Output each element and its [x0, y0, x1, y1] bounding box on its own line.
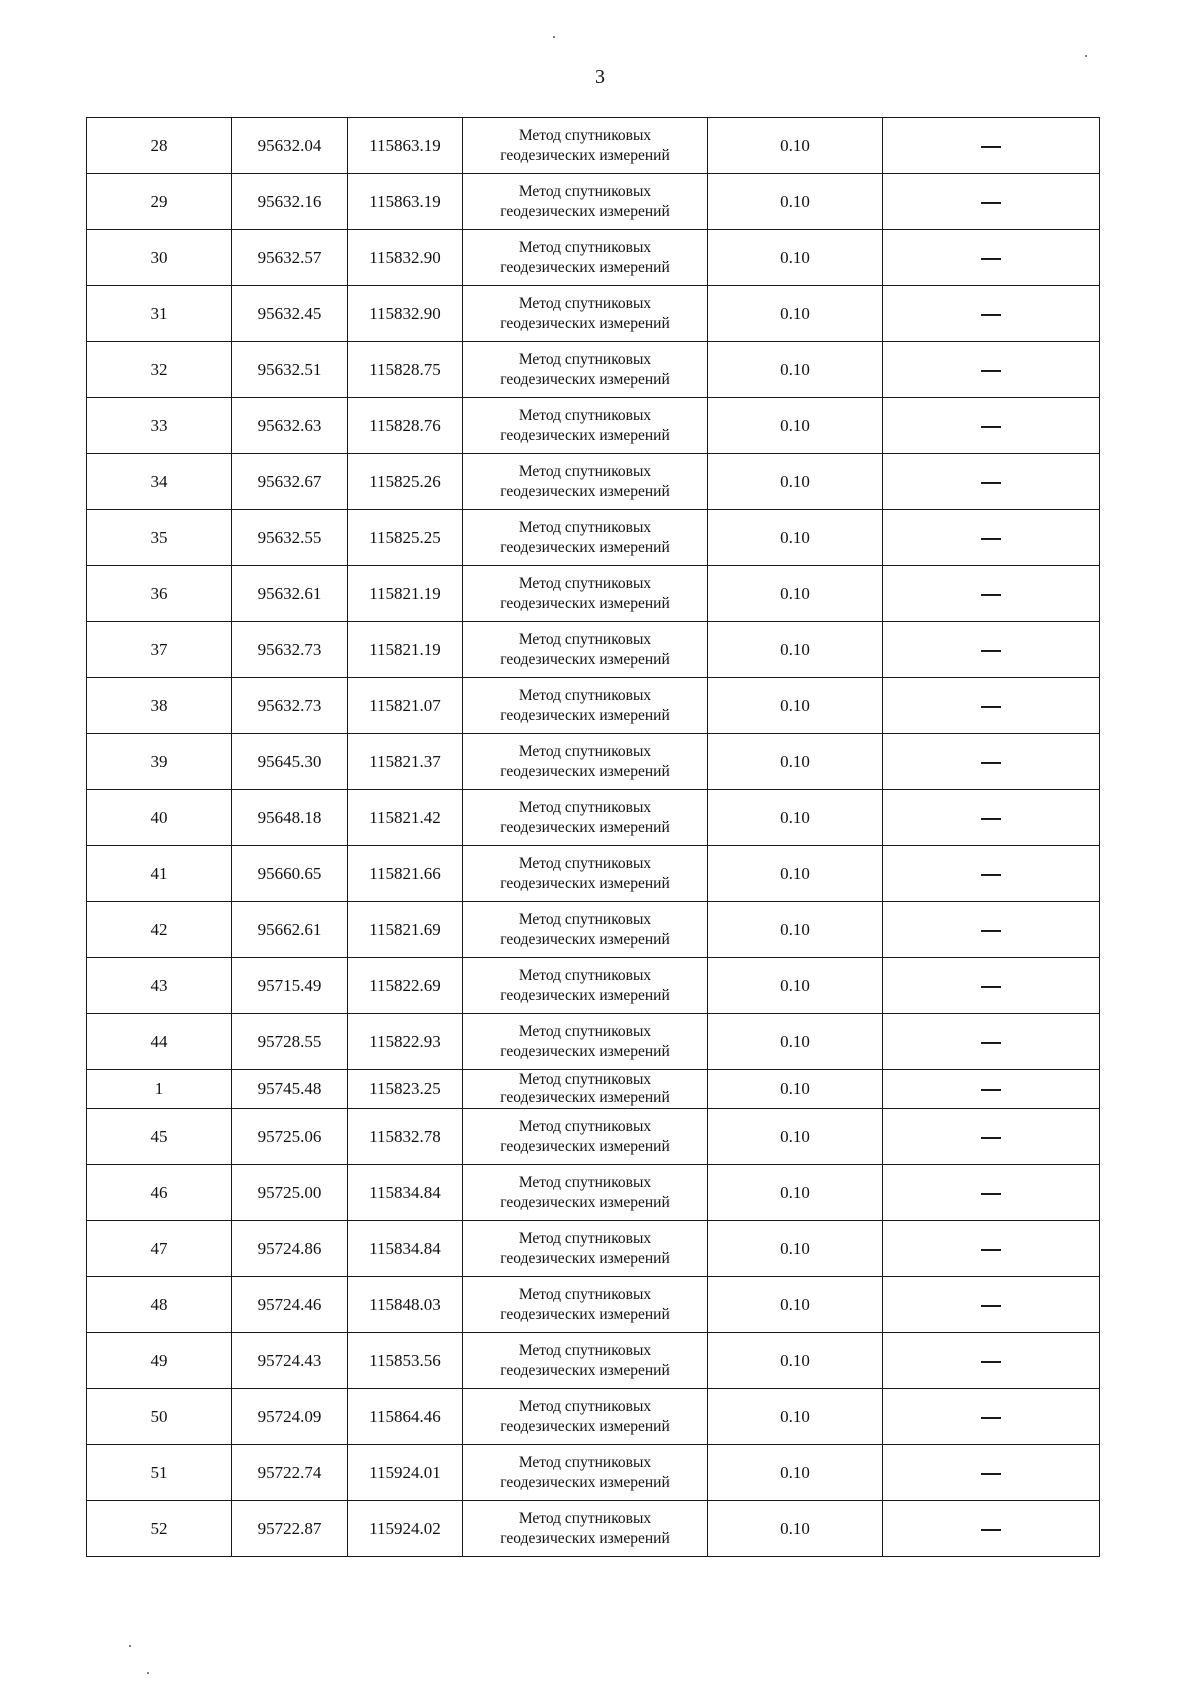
table-row [87, 1070, 1100, 1109]
coordinates-table-body [87, 118, 1100, 1557]
x-coordinate-cell: 95632.51 [232, 342, 348, 398]
method-cell [463, 1389, 708, 1445]
y-coordinate-cell: 115834.84 [348, 1221, 463, 1277]
method-cell [463, 1445, 708, 1501]
scan-speck [1085, 55, 1087, 57]
point-number-cell: 34 [87, 454, 232, 510]
point-number-cell: 1 [87, 1070, 232, 1109]
method-line: геодезических измерений [500, 1193, 670, 1211]
y-coordinate-cell: 115924.01 [348, 1445, 463, 1501]
method-line: геодезических измерений [500, 1089, 670, 1106]
point-number-cell: 43 [87, 958, 232, 1014]
accuracy-cell: 0.10 [708, 1014, 883, 1070]
note-dash [981, 1137, 1001, 1139]
x-coordinate-cell: 95632.04 [232, 118, 348, 174]
method-line: Метод спутниковых [518, 518, 652, 536]
point-number-cell: 30 [87, 230, 232, 286]
accuracy-cell: 0.10 [708, 398, 883, 454]
point-number-cell: 46 [87, 1165, 232, 1221]
table-row [87, 1445, 1100, 1501]
method-line: Метод спутниковых [518, 574, 652, 592]
note-dash [981, 930, 1001, 932]
point-number-cell: 47 [87, 1221, 232, 1277]
table-row [87, 678, 1100, 734]
x-coordinate-cell: 95724.86 [232, 1221, 348, 1277]
x-coordinate-cell: 95632.67 [232, 454, 348, 510]
table-row [87, 398, 1100, 454]
table-row [87, 958, 1100, 1014]
y-coordinate-cell: 115834.84 [348, 1165, 463, 1221]
note-cell [883, 342, 1100, 398]
note-dash [981, 762, 1001, 764]
x-coordinate-cell: 95648.18 [232, 790, 348, 846]
table-row [87, 1333, 1100, 1389]
y-coordinate-cell: 115821.19 [348, 566, 463, 622]
note-cell [883, 1165, 1100, 1221]
accuracy-cell: 0.10 [708, 510, 883, 566]
y-coordinate-cell: 115848.03 [348, 1277, 463, 1333]
method-line: Метод спутниковых [518, 1022, 652, 1040]
point-number-cell: 42 [87, 902, 232, 958]
point-number-cell: 35 [87, 510, 232, 566]
point-number-cell: 36 [87, 566, 232, 622]
y-coordinate-cell: 115821.07 [348, 678, 463, 734]
method-line: Метод спутниковых [518, 854, 652, 872]
accuracy-cell: 0.10 [708, 174, 883, 230]
point-number-cell: 28 [87, 118, 232, 174]
method-line: геодезических измерений [500, 650, 670, 668]
method-line: геодезических измерений [500, 146, 670, 164]
x-coordinate-cell: 95632.57 [232, 230, 348, 286]
x-coordinate-cell: 95632.63 [232, 398, 348, 454]
point-number-cell: 31 [87, 286, 232, 342]
method-line: геодезических измерений [500, 1529, 670, 1547]
accuracy-cell: 0.10 [708, 118, 883, 174]
method-cell [463, 1277, 708, 1333]
method-line: геодезических измерений [500, 314, 670, 332]
x-coordinate-cell: 95715.49 [232, 958, 348, 1014]
table-row [87, 286, 1100, 342]
method-line: Метод спутниковых [518, 966, 652, 984]
method-line: Метод спутниковых [518, 126, 652, 144]
note-cell [883, 902, 1100, 958]
table-row [87, 790, 1100, 846]
point-number-cell: 50 [87, 1389, 232, 1445]
point-number-cell: 39 [87, 734, 232, 790]
table-row [87, 902, 1100, 958]
note-dash [981, 818, 1001, 820]
y-coordinate-cell: 115863.19 [348, 118, 463, 174]
point-number-cell: 29 [87, 174, 232, 230]
x-coordinate-cell: 95632.73 [232, 678, 348, 734]
x-coordinate-cell: 95724.43 [232, 1333, 348, 1389]
note-cell [883, 790, 1100, 846]
method-line: геодезических измерений [500, 1361, 670, 1379]
accuracy-cell: 0.10 [708, 902, 883, 958]
method-cell [463, 454, 708, 510]
note-dash [981, 986, 1001, 988]
accuracy-cell: 0.10 [708, 1221, 883, 1277]
table-row [87, 342, 1100, 398]
method-line: Метод спутниковых [518, 238, 652, 256]
method-line: Метод спутниковых [518, 406, 652, 424]
method-line: Метод спутниковых [518, 1071, 652, 1088]
table-row [87, 622, 1100, 678]
note-dash [981, 650, 1001, 652]
note-dash [981, 1249, 1001, 1251]
accuracy-cell: 0.10 [708, 1070, 883, 1109]
method-cell [463, 958, 708, 1014]
note-cell [883, 1333, 1100, 1389]
note-cell [883, 622, 1100, 678]
x-coordinate-cell: 95724.09 [232, 1389, 348, 1445]
note-cell [883, 510, 1100, 566]
method-line: геодезических измерений [500, 930, 670, 948]
method-cell [463, 1109, 708, 1165]
method-cell [463, 286, 708, 342]
note-dash [981, 146, 1001, 148]
point-number-cell: 33 [87, 398, 232, 454]
note-cell [883, 1221, 1100, 1277]
y-coordinate-cell: 115822.69 [348, 958, 463, 1014]
y-coordinate-cell: 115823.25 [348, 1070, 463, 1109]
method-line: Метод спутниковых [518, 1117, 652, 1135]
x-coordinate-cell: 95645.30 [232, 734, 348, 790]
method-cell [463, 1501, 708, 1557]
method-line: Метод спутниковых [518, 350, 652, 368]
y-coordinate-cell: 115821.42 [348, 790, 463, 846]
method-line: Метод спутниковых [518, 1509, 652, 1527]
accuracy-cell: 0.10 [708, 1277, 883, 1333]
note-cell [883, 230, 1100, 286]
method-line: Метод спутниковых [518, 798, 652, 816]
table-row [87, 510, 1100, 566]
method-cell [463, 1070, 708, 1109]
accuracy-cell: 0.10 [708, 846, 883, 902]
note-dash [981, 1361, 1001, 1363]
y-coordinate-cell: 115821.69 [348, 902, 463, 958]
x-coordinate-cell: 95725.06 [232, 1109, 348, 1165]
method-cell [463, 622, 708, 678]
method-cell [463, 1221, 708, 1277]
table-row [87, 1389, 1100, 1445]
note-dash [981, 426, 1001, 428]
x-coordinate-cell: 95722.87 [232, 1501, 348, 1557]
y-coordinate-cell: 115821.19 [348, 622, 463, 678]
y-coordinate-cell: 115828.75 [348, 342, 463, 398]
method-line: геодезических измерений [500, 202, 670, 220]
table-row [87, 230, 1100, 286]
x-coordinate-cell: 95662.61 [232, 902, 348, 958]
note-dash [981, 538, 1001, 540]
y-coordinate-cell: 115825.26 [348, 454, 463, 510]
table-row [87, 1014, 1100, 1070]
accuracy-cell: 0.10 [708, 230, 883, 286]
point-number-cell: 44 [87, 1014, 232, 1070]
method-cell [463, 230, 708, 286]
accuracy-cell: 0.10 [708, 342, 883, 398]
method-cell [463, 734, 708, 790]
x-coordinate-cell: 95745.48 [232, 1070, 348, 1109]
scan-speck [147, 1672, 149, 1674]
method-line: геодезических измерений [500, 1042, 670, 1060]
note-dash [981, 874, 1001, 876]
method-cell [463, 1165, 708, 1221]
accuracy-cell: 0.10 [708, 1333, 883, 1389]
y-coordinate-cell: 115863.19 [348, 174, 463, 230]
method-line: геодезических измерений [500, 1137, 670, 1155]
method-line: геодезических измерений [500, 1249, 670, 1267]
method-line: Метод спутниковых [518, 686, 652, 704]
accuracy-cell: 0.10 [708, 1389, 883, 1445]
y-coordinate-cell: 115832.78 [348, 1109, 463, 1165]
note-dash [981, 370, 1001, 372]
method-line: геодезических измерений [500, 986, 670, 1004]
method-line: Метод спутниковых [518, 1173, 652, 1191]
accuracy-cell: 0.10 [708, 1501, 883, 1557]
point-number-cell: 45 [87, 1109, 232, 1165]
table-row [87, 118, 1100, 174]
point-number-cell: 41 [87, 846, 232, 902]
y-coordinate-cell: 115821.66 [348, 846, 463, 902]
x-coordinate-cell: 95724.46 [232, 1277, 348, 1333]
note-cell [883, 566, 1100, 622]
note-cell [883, 1070, 1100, 1109]
note-cell [883, 1277, 1100, 1333]
note-dash [981, 1473, 1001, 1475]
note-cell [883, 1501, 1100, 1557]
method-cell [463, 174, 708, 230]
method-line: геодезических измерений [500, 1417, 670, 1435]
method-line: Метод спутниковых [518, 182, 652, 200]
x-coordinate-cell: 95632.45 [232, 286, 348, 342]
coordinates-table [86, 117, 1100, 1557]
table-row [87, 1277, 1100, 1333]
x-coordinate-cell: 95660.65 [232, 846, 348, 902]
note-cell [883, 1109, 1100, 1165]
table-row [87, 454, 1100, 510]
point-number-cell: 40 [87, 790, 232, 846]
accuracy-cell: 0.10 [708, 958, 883, 1014]
method-line: Метод спутниковых [518, 1397, 652, 1415]
method-line: Метод спутниковых [518, 1285, 652, 1303]
x-coordinate-cell: 95722.74 [232, 1445, 348, 1501]
x-coordinate-cell: 95725.00 [232, 1165, 348, 1221]
method-cell [463, 342, 708, 398]
note-dash [981, 1042, 1001, 1044]
y-coordinate-cell: 115924.02 [348, 1501, 463, 1557]
table-row [87, 1501, 1100, 1557]
note-dash [981, 706, 1001, 708]
method-cell [463, 566, 708, 622]
method-cell [463, 902, 708, 958]
y-coordinate-cell: 115832.90 [348, 230, 463, 286]
method-line: геодезических измерений [500, 258, 670, 276]
note-dash [981, 258, 1001, 260]
x-coordinate-cell: 95632.55 [232, 510, 348, 566]
table-row [87, 1165, 1100, 1221]
method-line: Метод спутниковых [518, 294, 652, 312]
method-cell [463, 398, 708, 454]
table-row [87, 174, 1100, 230]
accuracy-cell: 0.10 [708, 734, 883, 790]
point-number-cell: 38 [87, 678, 232, 734]
x-coordinate-cell: 95728.55 [232, 1014, 348, 1070]
method-line: Метод спутниковых [518, 1453, 652, 1471]
accuracy-cell: 0.10 [708, 1165, 883, 1221]
method-line: геодезических измерений [500, 762, 670, 780]
note-cell [883, 118, 1100, 174]
method-line: Метод спутниковых [518, 630, 652, 648]
x-coordinate-cell: 95632.16 [232, 174, 348, 230]
y-coordinate-cell: 115832.90 [348, 286, 463, 342]
y-coordinate-cell: 115864.46 [348, 1389, 463, 1445]
y-coordinate-cell: 115821.37 [348, 734, 463, 790]
table-row [87, 1109, 1100, 1165]
method-line: геодезических измерений [500, 594, 670, 612]
method-line: Метод спутниковых [518, 1341, 652, 1359]
y-coordinate-cell: 115822.93 [348, 1014, 463, 1070]
point-number-cell: 48 [87, 1277, 232, 1333]
point-number-cell: 51 [87, 1445, 232, 1501]
note-cell [883, 1389, 1100, 1445]
table-row [87, 734, 1100, 790]
note-dash [981, 1529, 1001, 1531]
method-line: Метод спутниковых [518, 1229, 652, 1247]
method-line: геодезических измерений [500, 1305, 670, 1323]
note-dash [981, 594, 1001, 596]
x-coordinate-cell: 95632.73 [232, 622, 348, 678]
note-cell [883, 286, 1100, 342]
note-dash [981, 1305, 1001, 1307]
note-cell [883, 398, 1100, 454]
note-cell [883, 1445, 1100, 1501]
note-cell [883, 958, 1100, 1014]
method-line: Метод спутниковых [518, 910, 652, 928]
method-line: геодезических измерений [500, 1473, 670, 1491]
method-line: геодезических измерений [500, 538, 670, 556]
note-dash [981, 202, 1001, 204]
method-line: геодезических измерений [500, 370, 670, 388]
method-line: геодезических измерений [500, 426, 670, 444]
y-coordinate-cell: 115825.25 [348, 510, 463, 566]
method-line: геодезических измерений [500, 482, 670, 500]
accuracy-cell: 0.10 [708, 678, 883, 734]
method-cell [463, 510, 708, 566]
page-number: 3 [595, 66, 605, 88]
method-line: Метод спутниковых [518, 742, 652, 760]
accuracy-cell: 0.10 [708, 286, 883, 342]
note-dash [981, 1089, 1001, 1091]
method-cell [463, 1014, 708, 1070]
note-cell [883, 454, 1100, 510]
method-cell [463, 118, 708, 174]
note-dash [981, 482, 1001, 484]
note-cell [883, 174, 1100, 230]
method-cell [463, 678, 708, 734]
y-coordinate-cell: 115853.56 [348, 1333, 463, 1389]
point-number-cell: 32 [87, 342, 232, 398]
method-line: геодезических измерений [500, 874, 670, 892]
point-number-cell: 37 [87, 622, 232, 678]
note-dash [981, 1193, 1001, 1195]
method-cell [463, 1333, 708, 1389]
note-dash [981, 1417, 1001, 1419]
note-cell [883, 1014, 1100, 1070]
y-coordinate-cell: 115828.76 [348, 398, 463, 454]
scan-speck [129, 1645, 131, 1647]
table-row [87, 1221, 1100, 1277]
point-number-cell: 49 [87, 1333, 232, 1389]
method-cell [463, 846, 708, 902]
method-line: Метод спутниковых [518, 462, 652, 480]
accuracy-cell: 0.10 [708, 790, 883, 846]
scan-speck [553, 36, 555, 38]
x-coordinate-cell: 95632.61 [232, 566, 348, 622]
note-cell [883, 846, 1100, 902]
note-dash [981, 314, 1001, 316]
note-cell [883, 734, 1100, 790]
note-cell [883, 678, 1100, 734]
accuracy-cell: 0.10 [708, 1445, 883, 1501]
accuracy-cell: 0.10 [708, 622, 883, 678]
table-row [87, 846, 1100, 902]
table-row [87, 566, 1100, 622]
accuracy-cell: 0.10 [708, 566, 883, 622]
point-number-cell: 52 [87, 1501, 232, 1557]
method-line: геодезических измерений [500, 706, 670, 724]
accuracy-cell: 0.10 [708, 1109, 883, 1165]
method-line: геодезических измерений [500, 818, 670, 836]
accuracy-cell: 0.10 [708, 454, 883, 510]
method-cell [463, 790, 708, 846]
